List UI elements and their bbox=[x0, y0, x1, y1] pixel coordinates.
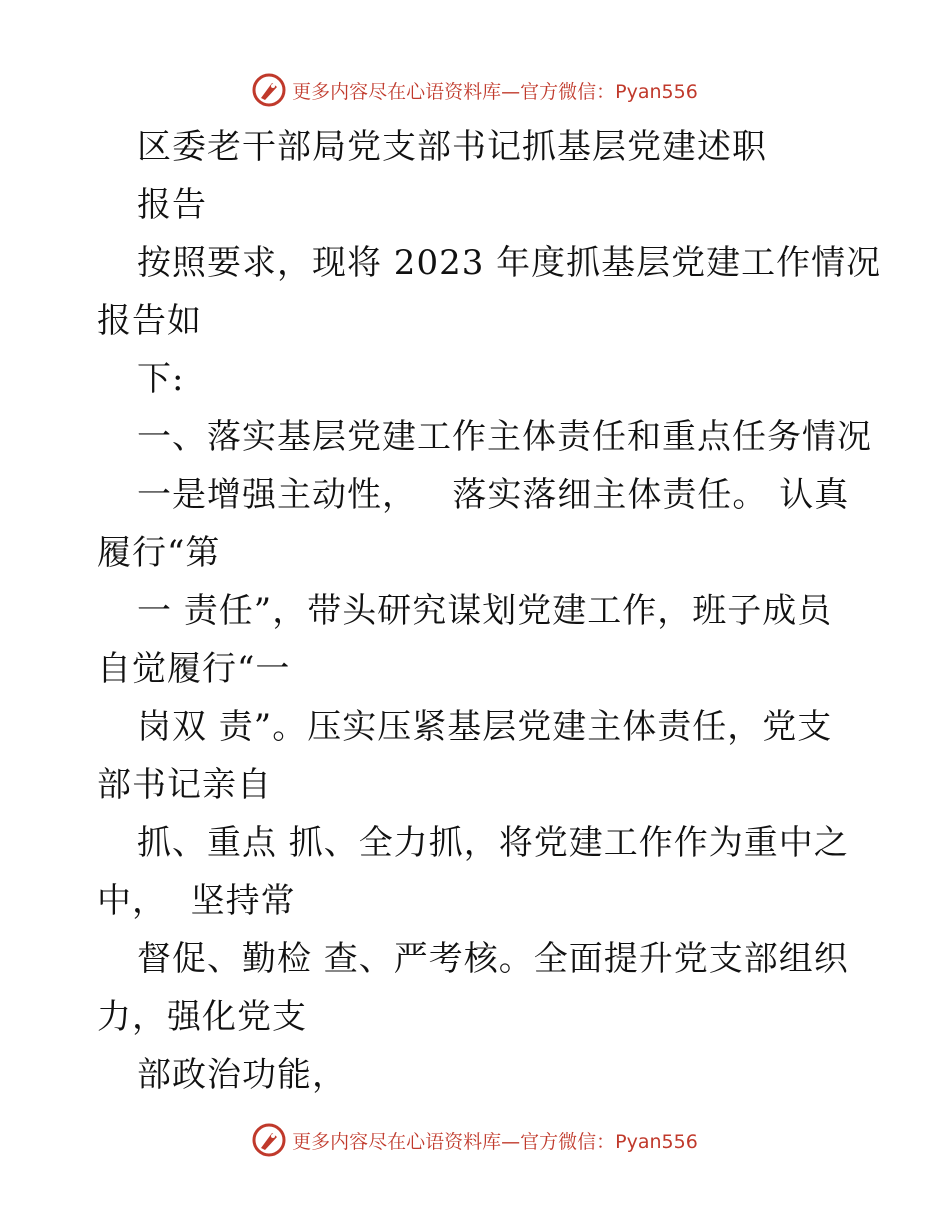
pen-nib-logo-icon bbox=[252, 73, 286, 107]
watermark-text: 更多内容尽在心语资料库—官方微信：Pyan556 bbox=[292, 1130, 698, 1153]
paragraph-line: 下: bbox=[137, 359, 185, 399]
paragraph-line: 岗双 责”。压实压紧基层党建主体责任，党支 bbox=[137, 707, 833, 747]
pen-nib-logo-icon bbox=[252, 1123, 286, 1157]
paragraph-line: 报告如 bbox=[97, 301, 202, 341]
section-heading: 一、落实基层党建工作主体责任和重点任务情况 bbox=[137, 417, 872, 457]
watermark-text: 更多内容尽在心语资料库—官方微信：Pyan556 bbox=[292, 80, 698, 103]
paragraph-line: 一是增强主动性， 落实落细主体责任。 认真 bbox=[137, 475, 850, 515]
paragraph-line: 督促、勤检 查、严考核。全面提升党支部组织 bbox=[137, 939, 849, 979]
paragraph-line: 部书记亲自 bbox=[97, 765, 272, 805]
document-title-line-2: 报告 bbox=[137, 185, 207, 225]
paragraph-line: 按照要求，现将 2023 年度抓基层党建工作情况 bbox=[137, 243, 882, 283]
paragraph-line: 抓、重点 抓、全力抓，将党建工作作为重中之 bbox=[137, 823, 849, 863]
footer-watermark-banner bbox=[0, 1120, 950, 1160]
paragraph-line: 中， 坚持常 bbox=[97, 881, 296, 921]
paragraph-line: 自觉履行“一 bbox=[97, 649, 291, 689]
paragraph-line: 力，强化党支 bbox=[97, 997, 307, 1037]
paragraph-line: 一 责任”，带头研究谋划党建工作，班子成员 bbox=[137, 591, 833, 631]
document-title-line-1: 区委老干部局党支部书记抓基层党建述职 bbox=[137, 127, 767, 167]
paragraph-line: 部政治功能， bbox=[137, 1055, 347, 1095]
paragraph-line: 履行“第 bbox=[97, 533, 221, 573]
header-watermark-banner bbox=[0, 70, 950, 110]
